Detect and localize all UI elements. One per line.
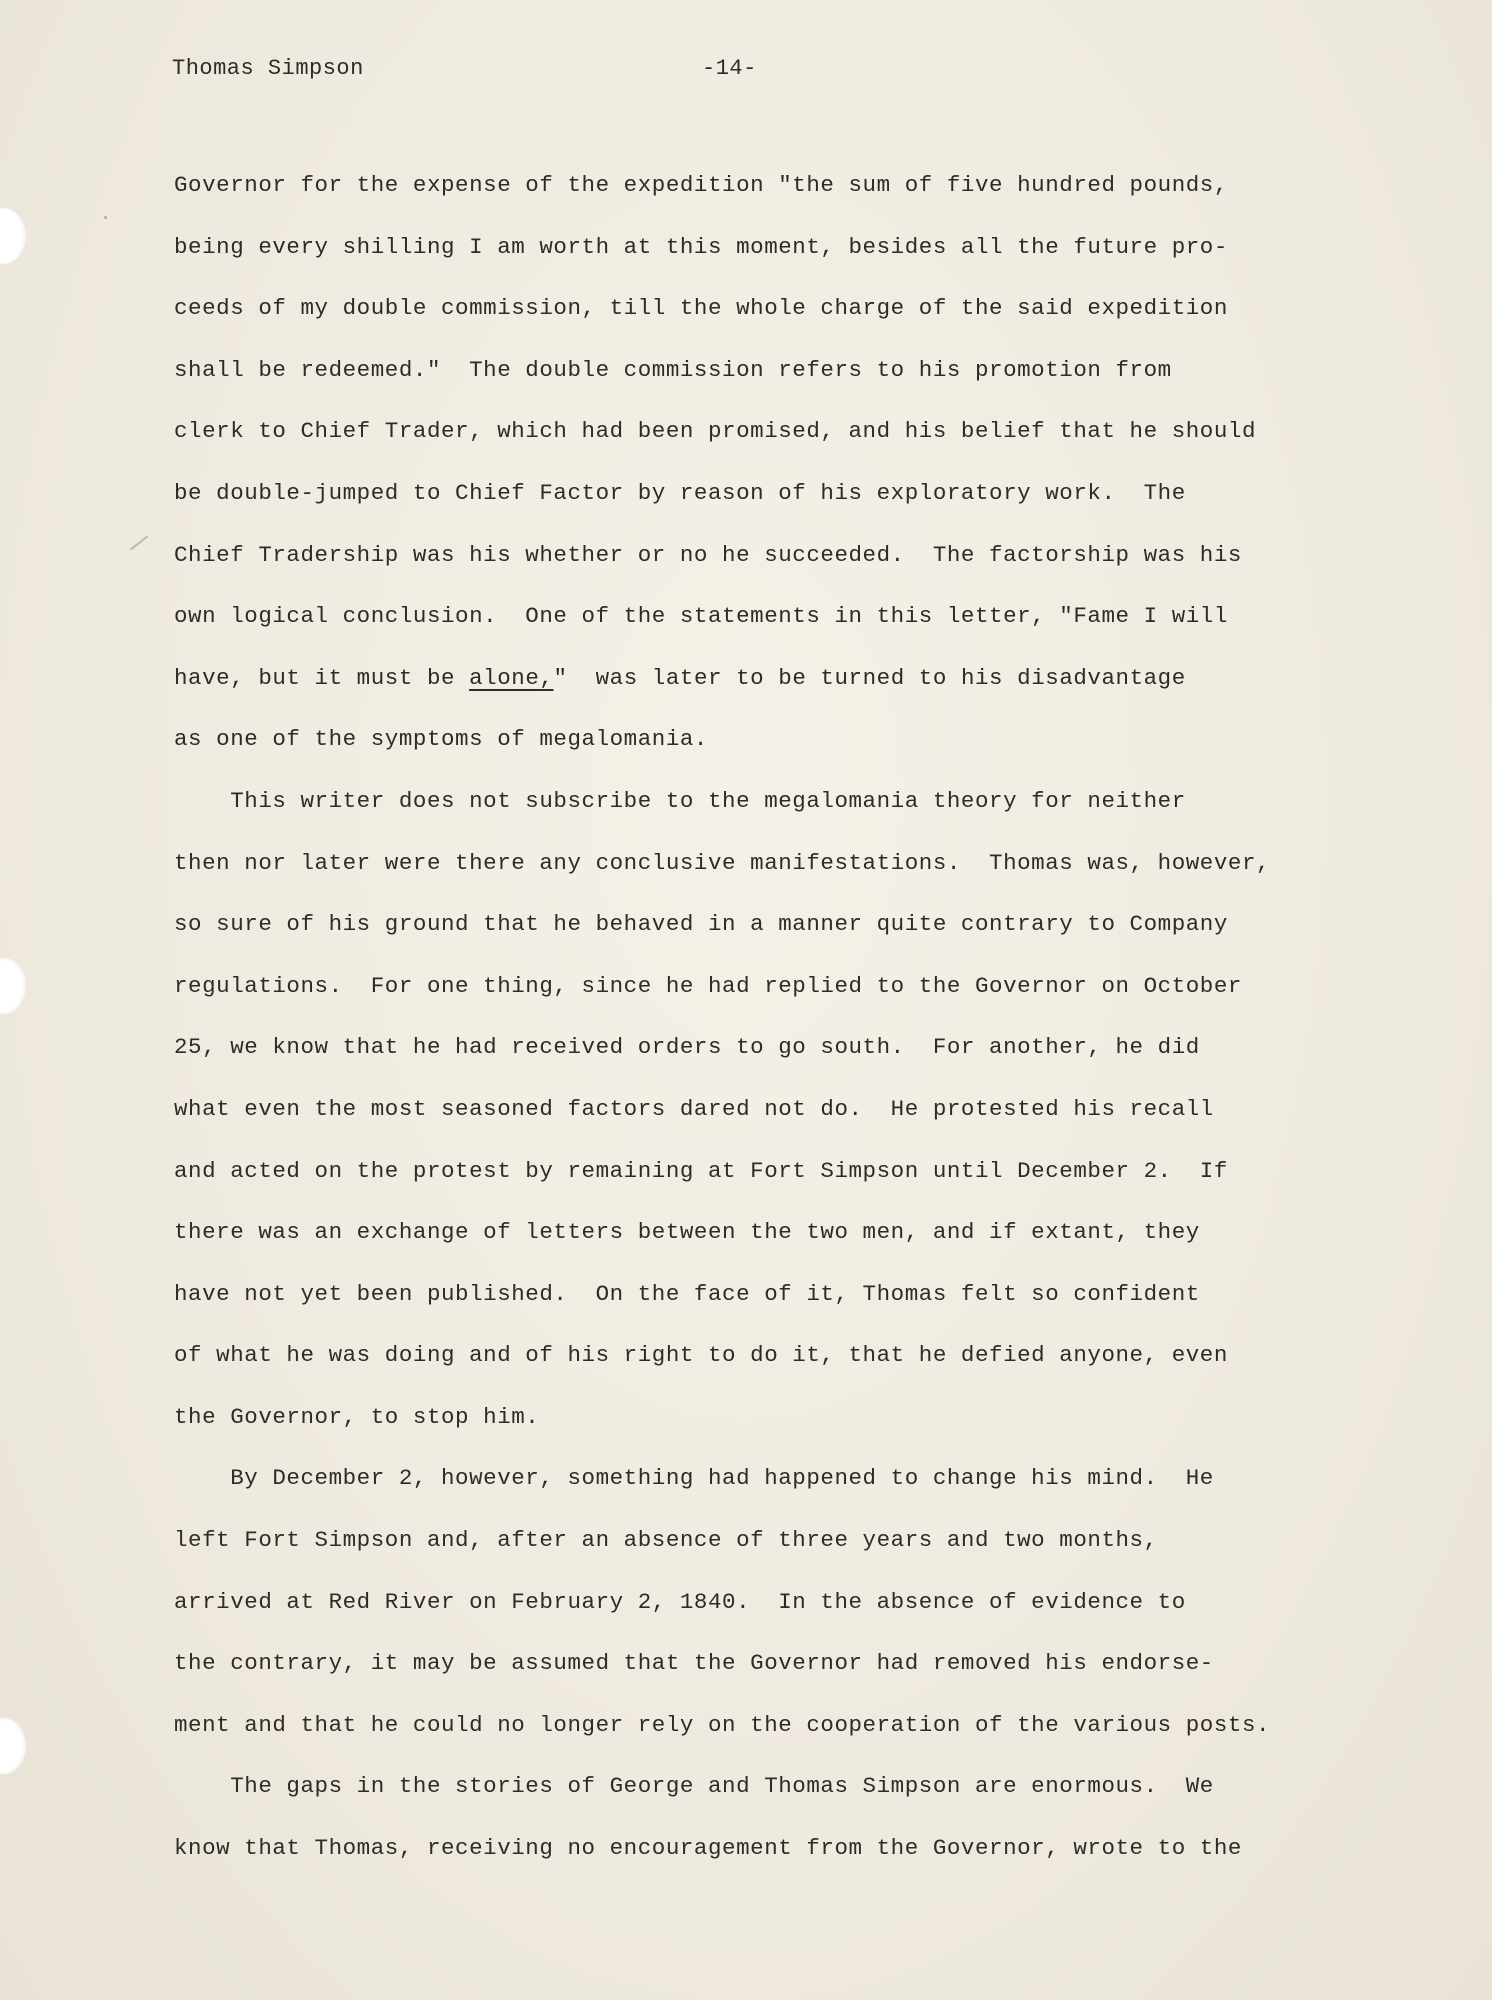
page-header: [172, 56, 1372, 90]
text-line: By December 2, however, something had happened to change his mind. He: [174, 1465, 1214, 1492]
binder-hole-top: [0, 208, 26, 264]
text-line: of what he was doing and of his right to do it, that he defied anyone, even: [174, 1342, 1228, 1369]
text-line: as one of the symptoms of megalomania.: [174, 726, 708, 753]
text-line: arrived at Red River on February 2, 1840. In the absence of evidence to: [174, 1588, 1186, 1615]
text-line: [174, 663, 1404, 725]
page-number: -14-: [702, 56, 757, 81]
text-line: the contrary, it may be assumed that the Governor had removed his endorse-: [174, 1650, 1214, 1677]
text-line: know that Thomas, receiving no encouragement from the Governor, wrote to the: [174, 1835, 1242, 1862]
header-author: Thomas Simpson: [172, 56, 364, 81]
text-line: ceeds of my double commission, till the whole charge of the said expedition: [174, 295, 1228, 322]
text-line: the Governor, to stop him.: [174, 1403, 540, 1430]
text-line: 25, we know that he had received orders to go south. For another, he did: [174, 1034, 1200, 1061]
underlined-word: alone,: [469, 664, 554, 691]
text-line: shall be redeemed." The double commission refers to his promotion from: [174, 356, 1172, 383]
text-line: This writer does not subscribe to the megalomania theory for neither: [174, 787, 1186, 814]
text-line: left Fort Simpson and, after an absence of three years and two months,: [174, 1527, 1158, 1554]
text-line: The gaps in the stories of George and Thomas Simpson are enormous. We: [174, 1773, 1214, 1800]
text-line: so sure of his ground that he behaved in a manner quite contrary to Company: [174, 911, 1228, 938]
text-line: and acted on the protest by remaining at Fort Simpson until December 2. If: [174, 1157, 1228, 1184]
text-line: ment and that he could no longer rely on the cooperation of the various posts.: [174, 1711, 1271, 1738]
ink-speck: [104, 216, 107, 219]
body-text: [174, 170, 1404, 1895]
pencil-mark: [130, 535, 149, 550]
text-line: then nor later were there any conclusive manifestations. Thomas was, however,: [174, 849, 1271, 876]
text-line: have not yet been published. On the face of it, Thomas felt so confident: [174, 1280, 1200, 1307]
text-line: own logical conclusion. One of the statements in this letter, "Fame I will: [174, 603, 1228, 630]
binder-hole-middle: [0, 958, 26, 1014]
text-line: what even the most seasoned factors dared not do. He protested his recall: [174, 1095, 1214, 1122]
text-line: be double-jumped to Chief Factor by reason of his exploratory work. The: [174, 479, 1186, 506]
binder-hole-bottom: [0, 1718, 26, 1774]
text-segment: have, but it must be: [174, 664, 470, 691]
text-line: regulations. For one thing, since he had replied to the Governor on October: [174, 972, 1242, 999]
text-line: Chief Tradership was his whether or no he succeeded. The factorship was his: [174, 541, 1242, 568]
text-segment: " was later to be turned to his disadvantage: [553, 664, 1186, 691]
text-line: clerk to Chief Trader, which had been promised, and his belief that he should: [174, 418, 1257, 445]
text-line: Governor for the expense of the expedition "the sum of five hundred pounds,: [174, 172, 1228, 198]
text-line: there was an exchange of letters between the two men, and if extant, they: [174, 1219, 1200, 1246]
text-line: being every shilling I am worth at this moment, besides all the future pro-: [174, 233, 1228, 260]
